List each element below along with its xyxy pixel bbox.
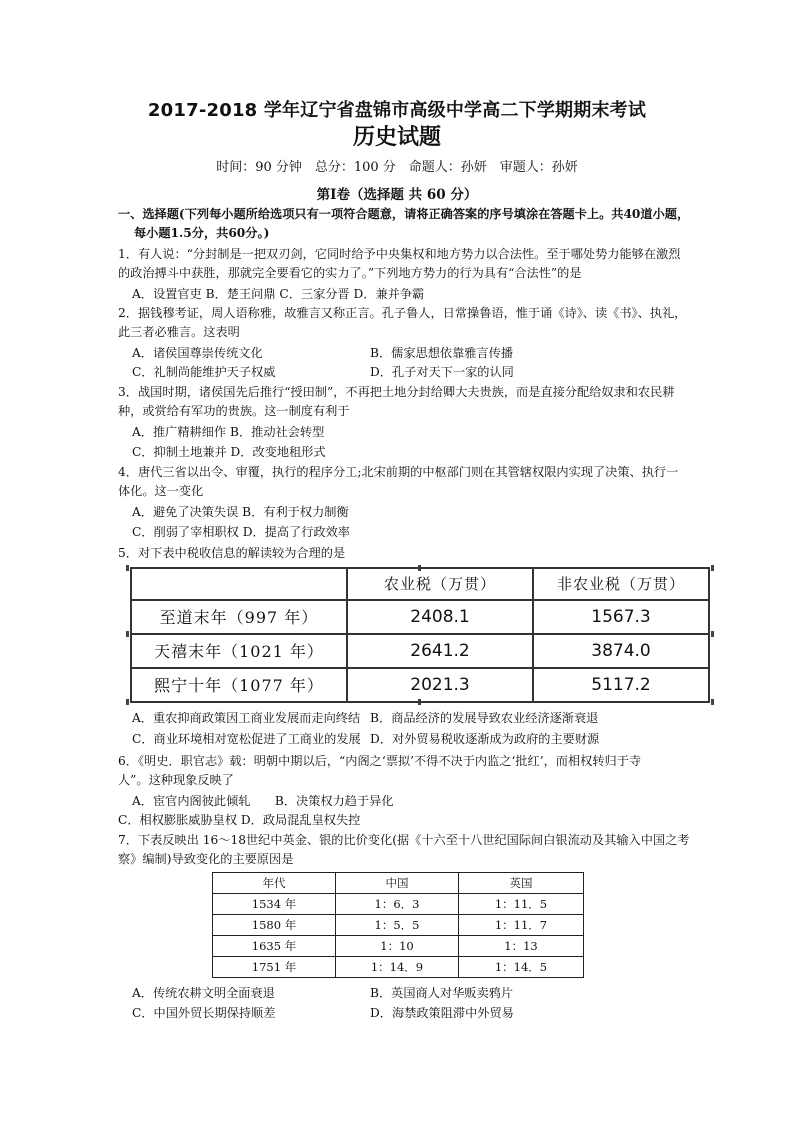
image-resize-handle[interactable]	[126, 631, 129, 637]
table-cell: 中国	[336, 873, 459, 894]
q7-option-a: A．传统农耕文明全面衰退	[132, 986, 275, 1000]
q3-stem-line-2: 种，或赏给有军功的贵族。这一制度有利于	[118, 404, 350, 418]
table-cell	[131, 568, 347, 600]
instructions-line-2: 每小题1.5分，共60分。)	[134, 226, 270, 240]
image-resize-handle[interactable]	[126, 699, 129, 705]
q7-ratio-table	[212, 872, 584, 978]
table-row	[131, 600, 709, 634]
q1-stem-line-2: 的政治搏斗中获胜，那就完全要看它的实力了。”下列地方势力的行为具有“合法性”的是	[118, 266, 582, 280]
q7-option-d: D．海禁政策阻滞中外贸易	[370, 1006, 514, 1020]
table-cell: 1567.3	[533, 600, 709, 634]
table-row	[131, 634, 709, 668]
table-cell: 1580 年	[213, 915, 336, 936]
table-cell: 1534 年	[213, 894, 336, 915]
table-header-row	[131, 568, 709, 600]
table-row	[213, 936, 584, 957]
q2-option-c: C．礼制尚能维护天子权威	[132, 365, 276, 379]
q6-options-1: A．宦官内阁彼此倾轧 B．决策权力趋于异化	[132, 794, 394, 808]
table-cell: 1：10	[336, 936, 459, 957]
table-cell: 农业税（万贯）	[347, 568, 533, 600]
table-cell: 1635 年	[213, 936, 336, 957]
table-cell: 1：13	[459, 936, 584, 957]
q3-stem-line-1: 3．战国时期，诸侯国先后推行“授田制”，不再把土地分封给卿大夫贵族，而是直接分配给奴隶和农民耕	[118, 385, 675, 399]
table-cell: 1751 年	[213, 957, 336, 978]
exam-meta: 时间：90 分钟 总分：100 分 命题人：孙妍 审题人：孙妍	[216, 160, 578, 175]
q6-stem-line-1: 6．《明史．职官志》载：明朝中期以后，“内阁之‘票拟’不得不决于内监之‘批红’，而相权转归于寺	[118, 754, 642, 768]
q4-stem-line-2: 体化。这一变化	[118, 484, 204, 498]
image-resize-handle[interactable]	[711, 631, 714, 637]
table-cell: 2021.3	[347, 668, 533, 702]
table-cell: 1：14．9	[336, 957, 459, 978]
table-cell: 5117.2	[533, 668, 709, 702]
q3-options-2: C．抑制土地兼并 D．改变地租形式	[132, 445, 326, 459]
table-cell: 1：6．3	[336, 894, 459, 915]
table-cell: 非农业税（万贯）	[533, 568, 709, 600]
q3-options-1: A．推广精耕细作 B．推动社会转型	[132, 425, 325, 439]
q5-option-c: C．商业环境相对宽松促进了工商业的发展	[132, 732, 361, 746]
q5-tax-table	[130, 567, 710, 703]
table-cell: 熙宁十年（1077 年）	[131, 668, 347, 702]
q2-stem-line-1: 2．据钱穆考证，周人语称雅，故雅言又称正言。孔子鲁人，日常操鲁语，惟于诵《诗》、读《书》、执礼，	[118, 306, 687, 320]
q2-option-b: B．儒家思想依靠雅言传播	[370, 346, 514, 360]
table-cell: 2641.2	[347, 634, 533, 668]
table-cell: 2408.1	[347, 600, 533, 634]
q4-stem-line-1: 4．唐代三省以出令、审覆，执行的程序分工;北宋前期的中枢部门则在其管辖权限内实现了决策、执行一	[118, 465, 679, 479]
q7-stem-line-2: 察》编制)导致变化的主要原因是	[118, 852, 294, 866]
table-header-row	[213, 873, 584, 894]
table-cell: 1：5．5	[336, 915, 459, 936]
table-cell: 1：14．5	[459, 957, 584, 978]
table-cell: 1：11．7	[459, 915, 584, 936]
table-row	[213, 957, 584, 978]
table-row	[213, 915, 584, 936]
q6-options-2: C．相权膨胀威胁皇权 D．政局混乱皇权失控	[118, 813, 361, 827]
q2-option-d: D．孔子对天下一家的认同	[370, 365, 514, 379]
section-heading: 第Ⅰ卷（选择题 共 60 分）	[316, 187, 478, 203]
table-cell: 英国	[459, 873, 584, 894]
exam-subtitle: 历史试题	[352, 125, 441, 150]
table-cell: 天禧末年（1021 年）	[131, 634, 347, 668]
exam-title: 2017-2018 学年辽宁省盘锦市高级中学高二下学期期末考试	[147, 100, 647, 121]
q7-option-c: C．中国外贸长期保持顺差	[132, 1006, 276, 1020]
table-cell: 3874.0	[533, 634, 709, 668]
q7-option-b: B．英国商人对华贩卖鸦片	[370, 986, 514, 1000]
q6-stem-line-2: 人”。这种现象反映了	[118, 773, 234, 787]
table-cell: 年代	[213, 873, 336, 894]
image-resize-handle[interactable]	[711, 565, 714, 571]
q1-stem-line-1: 1．有人说：“分封制是一把双刃剑，它同时给予中央集权和地方势力以合法性。至于哪处势力能够在激烈	[118, 247, 681, 261]
q4-options-2: C．削弱了宰相职权 D．提高了行政效率	[132, 525, 350, 539]
q7-stem-line-1: 7．下表反映出 16～18世纪中英金、银的比价变化(据《十六至十八世纪国际间白银流动及其输入中国之考	[118, 833, 690, 847]
q5-stem: 5．对下表中税收信息的解读较为合理的是	[118, 546, 346, 560]
table-row	[131, 668, 709, 702]
q5-option-d: D．对外贸易税收逐渐成为政府的主要财源	[370, 732, 600, 746]
instructions-line-1: 一、选择题(下列每小题所给选项只有一项符合题意，请将正确答案的序号填涂在答题卡上。共40道小题，	[118, 207, 690, 221]
table-row	[213, 894, 584, 915]
q1-options: A．设置官吏 B．楚王问鼎 C．三家分晋 D．兼并争霸	[132, 287, 425, 301]
q2-option-a: A．诸侯国尊崇传统文化	[132, 346, 263, 360]
image-resize-handle[interactable]	[126, 565, 129, 571]
q5-tax-table-image	[126, 565, 714, 705]
image-resize-handle[interactable]	[711, 699, 714, 705]
table-cell: 至道末年（997 年）	[131, 600, 347, 634]
table-cell: 1：11．5	[459, 894, 584, 915]
q4-options-1: A．避免了决策失误 B．有利于权力制衡	[132, 505, 349, 519]
q5-option-a: A．重农抑商政策因工商业发展而走向终结	[132, 711, 361, 725]
q5-option-b: B．商品经济的发展导致农业经济逐渐衰退	[370, 711, 599, 725]
q2-stem-line-2: 此三者必雅言。这表明	[118, 325, 240, 339]
